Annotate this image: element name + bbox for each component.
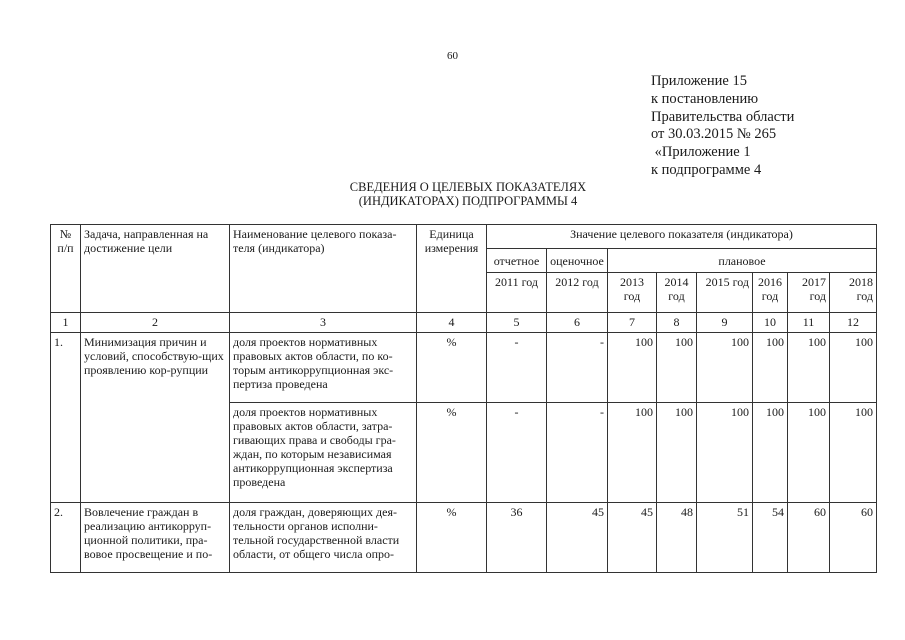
indicators-table [50, 224, 877, 573]
appendix-line: Приложение 15 [651, 73, 747, 89]
header-indicator-name: Наименование целевого показа-теля (индикатора) [230, 225, 417, 313]
indicator-unit: % [417, 403, 487, 503]
header-planned: плановое [608, 249, 877, 273]
value-cell: 100 [788, 403, 830, 503]
header-year: 2012 год [547, 273, 608, 313]
value-cell: 60 [788, 503, 830, 573]
value-cell: 100 [657, 333, 697, 403]
indicator-unit: % [417, 503, 487, 573]
appendix-line: от 30.03.2015 № 265 [651, 126, 777, 143]
appendix-reference [651, 73, 794, 180]
appendix-line: к постановлению [651, 90, 759, 107]
header-year: 2018 год [830, 273, 877, 313]
value-cell: - [487, 403, 547, 503]
column-number: 11 [788, 313, 830, 333]
value-cell: - [487, 333, 547, 403]
value-cell: 60 [830, 503, 877, 573]
column-number: 7 [608, 313, 657, 333]
column-number: 9 [697, 313, 753, 333]
appendix-line: к подпрограмме 4 [651, 161, 762, 178]
indicator-unit: % [417, 333, 487, 403]
value-cell: 100 [657, 403, 697, 503]
value-cell: 45 [608, 503, 657, 573]
value-cell: 100 [830, 403, 877, 503]
header-task: Задача, направленная на достижение цели [81, 225, 230, 313]
header-year: 2011 год [487, 273, 547, 313]
header-reported: отчетное [487, 249, 547, 273]
header-year: 2015 год [697, 273, 753, 313]
row-task: Минимизация причин и условий, способствую-щих проявлению кор-рупции [81, 333, 230, 503]
value-cell: - [547, 403, 608, 503]
value-cell: 100 [753, 333, 788, 403]
row-num: 1. [51, 333, 81, 503]
page-number: 60 [447, 50, 458, 62]
header-year: 2016 год [753, 273, 788, 313]
indicator-name: доля проектов нормативных правовых актов области, затра-гивающих права и свободы гра-ждан, по которым независимая антикоррупционная экспертиза проведена [230, 403, 417, 503]
column-number: 8 [657, 313, 697, 333]
document-title [248, 180, 688, 208]
header-year: 2013 год [608, 273, 657, 313]
value-cell: 51 [697, 503, 753, 573]
row-task: Вовлечение граждан в реализацию антикорруп-ционной политики, пра-вовое просвещение и по- [81, 503, 230, 573]
indicator-name: доля проектов нормативных правовых актов области, по ко-торым антикоррупционная экс-пертиза проведена [230, 333, 417, 403]
value-cell: 100 [697, 333, 753, 403]
column-number: 12 [830, 313, 877, 333]
header-num: № п/п [51, 225, 81, 313]
column-number: 10 [753, 313, 788, 333]
header-year: 2017 год [788, 273, 830, 313]
row-num: 2. [51, 503, 81, 573]
value-cell: 45 [547, 503, 608, 573]
column-number: 5 [487, 313, 547, 333]
title-line: (ИНДИКАТОРАХ) ПОДПРОГРАММЫ 4 [358, 194, 578, 208]
value-cell: 48 [657, 503, 697, 573]
value-cell: 100 [788, 333, 830, 403]
appendix-line: Правительства области [651, 108, 795, 125]
indicator-name: доля граждан, доверяющих дея-тельности органов исполни-тельной государственной власти области, от общего числа опро- [230, 503, 417, 573]
value-cell: 54 [753, 503, 788, 573]
title-line: СВЕДЕНИЯ О ЦЕЛЕВЫХ ПОКАЗАТЕЛЯХ [349, 180, 587, 194]
appendix-line: «Приложение 1 [651, 144, 751, 161]
value-cell: 100 [608, 333, 657, 403]
column-number: 1 [51, 313, 81, 333]
table-row [51, 333, 877, 403]
value-cell: 100 [697, 403, 753, 503]
value-cell: 36 [487, 503, 547, 573]
value-cell: 100 [608, 403, 657, 503]
header-value-group: Значение целевого показателя (индикатора) [487, 225, 877, 249]
header-year: 2014 год [657, 273, 697, 313]
header-estimated: оценочное [547, 249, 608, 273]
column-number-row [51, 313, 877, 333]
value-cell: 100 [830, 333, 877, 403]
value-cell: 100 [753, 403, 788, 503]
column-number: 3 [230, 313, 417, 333]
header-row [51, 225, 877, 249]
table-row [51, 503, 877, 573]
header-unit: Единица измерения [417, 225, 487, 313]
column-number: 6 [547, 313, 608, 333]
column-number: 2 [81, 313, 230, 333]
value-cell: - [547, 333, 608, 403]
column-number: 4 [417, 313, 487, 333]
